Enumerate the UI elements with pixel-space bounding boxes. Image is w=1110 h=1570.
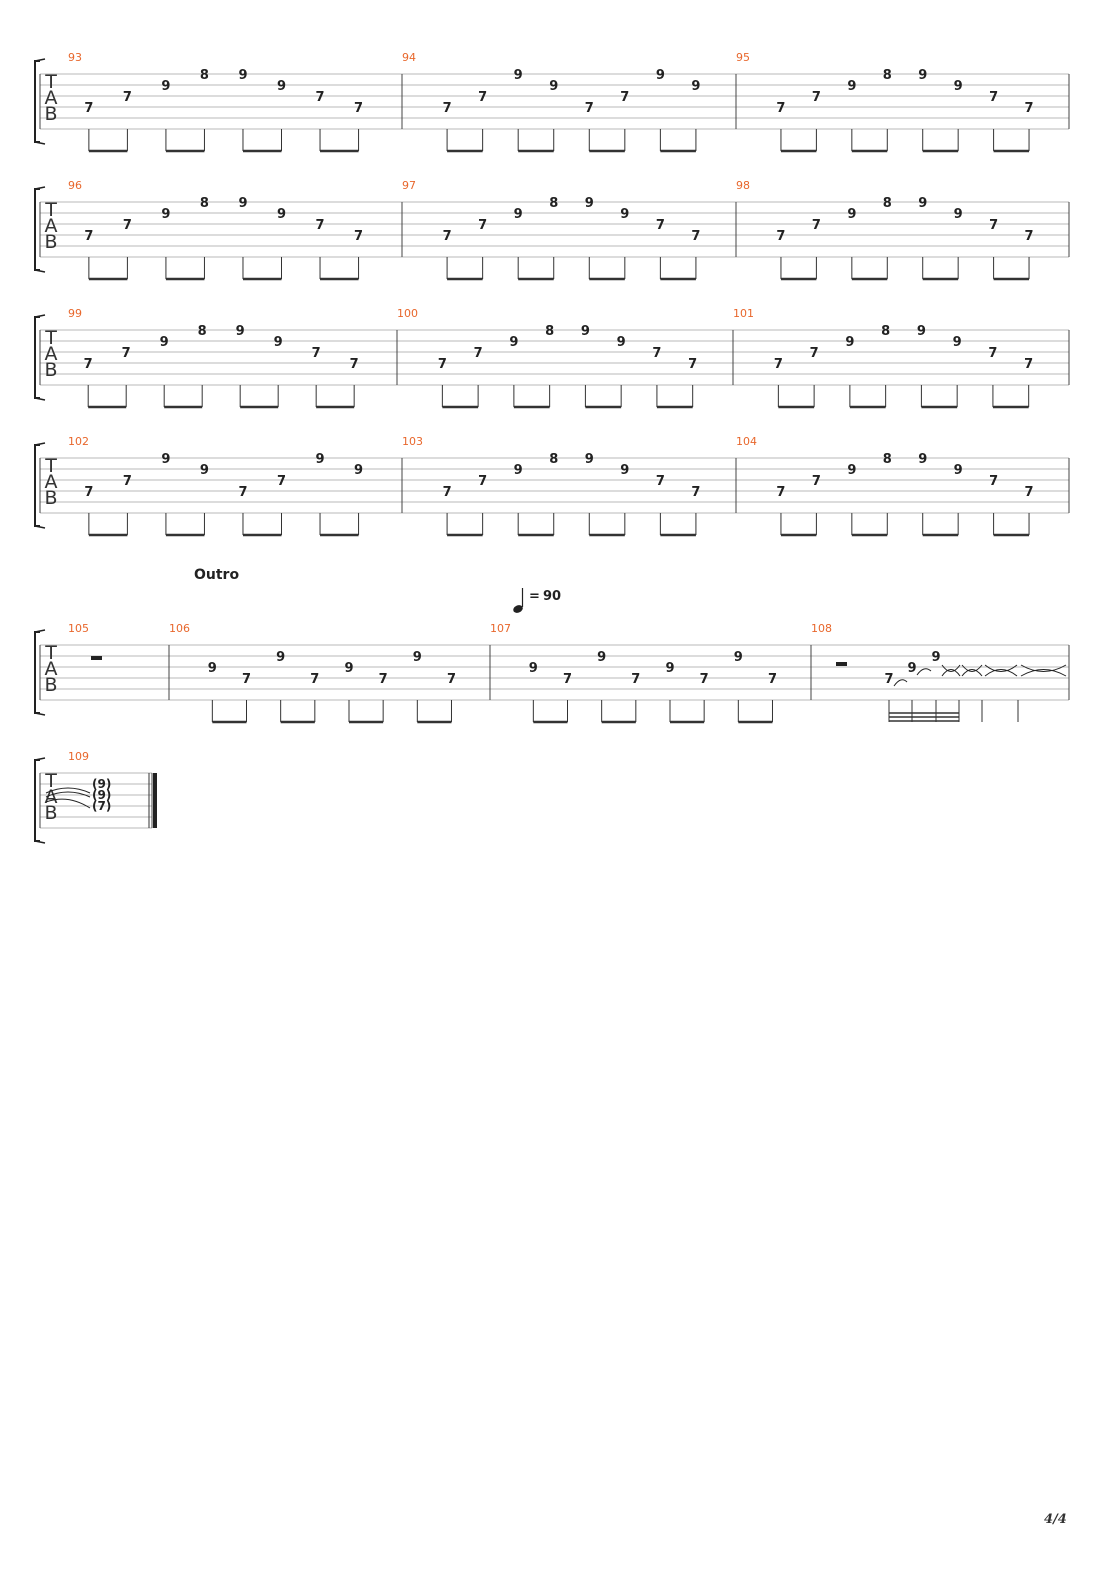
tab-clef-letter: T	[45, 770, 57, 792]
fret-number: 9	[665, 661, 675, 676]
measure-101	[733, 307, 1033, 407]
tab-clef-letter: A	[44, 658, 58, 680]
measure-number: 98	[736, 179, 750, 192]
measure-number: 97	[402, 179, 416, 192]
bracket-hook-bottom	[35, 841, 45, 843]
fret-number: 7	[354, 229, 364, 244]
measure-number: 105	[68, 622, 89, 635]
let-ring-tie	[985, 665, 1017, 672]
fret-number: 8	[882, 196, 892, 211]
fret-number: 7	[122, 218, 132, 233]
fret-number: 7	[238, 485, 248, 500]
fret-number: 9	[199, 463, 209, 478]
fret-number: 7	[989, 474, 999, 489]
tab-system-4	[35, 435, 1069, 535]
bracket-hook-bottom	[35, 713, 45, 715]
fret-number: 7	[83, 357, 93, 372]
fret-number: 7	[315, 218, 325, 233]
let-ring-tie	[1021, 670, 1066, 677]
fret-number: 9	[513, 207, 523, 222]
fret-number: 9	[276, 650, 286, 665]
fret-number: 7	[1024, 485, 1034, 500]
fret-number: 7	[473, 346, 483, 361]
fret-number: 9	[580, 324, 590, 339]
bracket-hook-top	[35, 315, 45, 317]
fret-number: 7	[442, 229, 452, 244]
fret-number: 9	[276, 207, 287, 222]
tab-system-6	[35, 750, 157, 843]
fret-number: 7	[437, 357, 447, 372]
measure-107	[490, 622, 777, 722]
fret-number: 7	[988, 346, 998, 361]
fret-number: 7	[655, 218, 665, 233]
fret-number: 7	[478, 474, 488, 489]
let-ring-tie	[942, 670, 960, 677]
tie-arc	[894, 680, 907, 686]
fret-number: 9	[513, 68, 523, 83]
fret-number: 7	[442, 101, 452, 116]
fret-number: 7	[1024, 101, 1034, 116]
measure-102	[68, 435, 363, 535]
measure-number: 94	[402, 51, 416, 64]
fret-number: 9	[509, 335, 519, 350]
measure-number: 96	[68, 179, 82, 192]
fret-number: 8	[197, 324, 207, 339]
measure-106	[169, 622, 456, 722]
tab-clef-letter: B	[44, 487, 58, 509]
fret-number: 7	[349, 357, 359, 372]
fret-number: 7	[767, 672, 778, 687]
fret-number: 8	[549, 452, 559, 467]
tempo-bpm: 90	[543, 589, 562, 604]
fret-number: 7	[655, 474, 665, 489]
measure-number: 102	[68, 435, 89, 448]
fret-number: 7	[776, 229, 786, 244]
tab-clef-letter: T	[45, 455, 57, 477]
fret-number: 7	[310, 672, 320, 687]
measure-number: 107	[490, 622, 511, 635]
chord-fret: (7)	[92, 799, 112, 813]
measure-95	[736, 51, 1034, 151]
tab-clef-letter: T	[45, 642, 57, 664]
fret-number: 9	[953, 463, 963, 478]
fret-number: 9	[412, 650, 422, 665]
tab-clef-letter: A	[44, 786, 58, 808]
fret-number: 7	[811, 90, 821, 105]
fret-number: 9	[953, 207, 963, 222]
tab-clef-letter: B	[44, 674, 58, 696]
measure-number: 99	[68, 307, 82, 320]
fret-number: 9	[273, 335, 283, 350]
fret-number: 7	[315, 90, 325, 105]
quarter-note-icon	[512, 588, 524, 614]
measure-number: 100	[397, 307, 418, 320]
fret-number: 7	[884, 672, 894, 687]
tab-clef-letter: A	[44, 343, 58, 365]
fret-number: 9	[953, 79, 963, 94]
measure-104	[736, 435, 1034, 535]
fret-number: 7	[989, 90, 999, 105]
fret-number: 9	[845, 335, 855, 350]
fret-number: 9	[159, 335, 169, 350]
bracket-hook-bottom	[35, 270, 45, 272]
fret-number: 7	[121, 346, 131, 361]
fret-number: 7	[773, 357, 783, 372]
half-rest	[836, 662, 847, 666]
bracket-hook-bottom	[35, 526, 45, 528]
fret-number: 7	[84, 101, 94, 116]
tab-systems	[35, 51, 1069, 843]
fret-number: 9	[238, 68, 248, 83]
fret-number: 7	[631, 672, 641, 687]
fret-number: 7	[652, 346, 662, 361]
fret-number: 7	[688, 357, 698, 372]
fret-number: 8	[199, 196, 209, 211]
measure-105	[68, 622, 102, 660]
system-bracket	[35, 632, 40, 713]
fret-number: 7	[584, 101, 594, 116]
tab-clef-letter: B	[44, 103, 58, 125]
fret-number: 7	[1024, 229, 1034, 244]
fret-number: 7	[1024, 357, 1034, 372]
fret-number: 9	[235, 324, 245, 339]
fret-number: 9	[620, 207, 630, 222]
tie-arc	[917, 669, 931, 675]
fret-number: 8	[199, 68, 209, 83]
fret-number: 9	[918, 196, 928, 211]
fret-number: 7	[811, 218, 821, 233]
tab-clef-letter: B	[44, 231, 58, 253]
bracket-hook-top	[35, 59, 45, 61]
fret-number: 7	[122, 474, 132, 489]
fret-number: 7	[378, 672, 388, 687]
fret-number: 7	[311, 346, 321, 361]
measure-93	[68, 51, 363, 151]
let-ring-tie	[962, 670, 982, 677]
measure-number: 103	[402, 435, 423, 448]
fret-number: 9	[238, 196, 248, 211]
system-bracket	[35, 445, 40, 526]
fret-number: 9	[733, 650, 743, 665]
fret-number: 9	[616, 335, 626, 350]
fret-number: 9	[584, 196, 594, 211]
fret-number: 9	[847, 207, 857, 222]
fret-number: 7	[442, 485, 452, 500]
fret-number: 9	[549, 79, 559, 94]
system-bracket	[35, 760, 40, 841]
fret-number: 7	[84, 229, 94, 244]
fret-number: 7	[84, 485, 94, 500]
bracket-hook-top	[35, 443, 45, 445]
measure-108	[811, 622, 1066, 722]
fret-number: 7	[691, 229, 701, 244]
measure-number: 104	[736, 435, 757, 448]
measure-109	[46, 750, 157, 828]
tab-system-3	[35, 307, 1069, 407]
fret-number: 9	[161, 452, 171, 467]
tab-clef-letter: A	[44, 215, 58, 237]
fret-number: 7	[699, 672, 709, 687]
fret-number: 7	[446, 672, 457, 687]
tempo-equals: =	[529, 589, 540, 604]
fret-number: 7	[354, 101, 364, 116]
measure-number: 108	[811, 622, 832, 635]
let-ring-tie	[1021, 665, 1066, 672]
fret-number: 7	[989, 218, 999, 233]
fret-number: 9	[620, 463, 630, 478]
measure-99	[68, 307, 359, 407]
fret-number: 8	[549, 196, 559, 211]
fret-number: 9	[315, 452, 325, 467]
measure-number: 109	[68, 750, 89, 763]
bracket-hook-bottom	[35, 398, 45, 400]
measure-number: 106	[169, 622, 190, 635]
fret-number: 8	[545, 324, 555, 339]
measure-94	[402, 51, 700, 151]
section-label-outro: Outro	[194, 567, 240, 583]
fret-number: 7	[809, 346, 819, 361]
fret-number: 9	[354, 463, 364, 478]
system-bracket	[35, 61, 40, 142]
fret-number: 9	[276, 79, 287, 94]
system-bracket	[35, 189, 40, 270]
let-ring-tie	[985, 670, 1017, 677]
chord-fret: (9)	[92, 788, 112, 802]
tab-clef-letter: T	[45, 327, 57, 349]
final-barline-thick	[153, 773, 157, 828]
tab-clef-letter: B	[44, 802, 58, 824]
tab-clef-letter: T	[45, 199, 57, 221]
fret-number: 7	[776, 101, 786, 116]
tab-clef-letter: A	[44, 87, 58, 109]
tab-system-2	[35, 179, 1069, 279]
fret-number: 9	[918, 452, 928, 467]
fret-number: 7	[776, 485, 786, 500]
measure-98	[736, 179, 1034, 279]
measure-number: 93	[68, 51, 82, 64]
fret-number: 9	[691, 79, 701, 94]
fret-number: 8	[882, 68, 892, 83]
fret-number: 7	[562, 672, 573, 687]
fret-number: 9	[161, 207, 171, 222]
fret-number: 7	[276, 474, 287, 489]
tab-system-1	[35, 51, 1069, 151]
chord-fret: (9)	[92, 777, 112, 791]
page-number: 4/4	[1044, 1512, 1067, 1527]
fret-number: 9	[952, 335, 962, 350]
fret-number: 9	[655, 68, 665, 83]
fret-number: 9	[847, 463, 857, 478]
measure-103	[402, 435, 700, 535]
fret-number: 9	[344, 661, 354, 676]
measure-number: 101	[733, 307, 754, 320]
fret-number: 9	[597, 650, 607, 665]
tab-clef-letter: A	[44, 471, 58, 493]
let-ring-tie	[942, 665, 960, 672]
bracket-hook-top	[35, 630, 45, 632]
measure-97	[402, 179, 700, 279]
fret-number: 9	[207, 661, 217, 676]
fret-number: 9	[161, 79, 171, 94]
system-bracket	[35, 317, 40, 398]
fret-number: 9	[931, 650, 941, 665]
fret-number: 9	[847, 79, 857, 94]
fret-number: 7	[691, 485, 701, 500]
half-rest	[91, 656, 102, 660]
tab-clef-letter: B	[44, 359, 58, 381]
measure-96	[68, 179, 363, 279]
fret-number: 7	[811, 474, 821, 489]
fret-number: 9	[918, 68, 928, 83]
fret-number: 7	[478, 218, 488, 233]
fret-number: 9	[916, 324, 926, 339]
bracket-hook-bottom	[35, 142, 45, 144]
fret-number: 8	[882, 452, 892, 467]
let-ring-tie	[962, 665, 982, 672]
fret-number: 7	[478, 90, 488, 105]
fret-number: 9	[528, 661, 538, 676]
fret-number: 9	[907, 661, 917, 676]
tab-clef-letter: T	[45, 71, 57, 93]
fret-number: 7	[241, 672, 252, 687]
bracket-hook-top	[35, 187, 45, 189]
tempo-marking	[512, 588, 561, 614]
measure-100	[397, 307, 697, 407]
measure-number: 95	[736, 51, 750, 64]
bracket-hook-top	[35, 758, 45, 760]
fret-number: 7	[620, 90, 630, 105]
tab-system-5	[35, 622, 1069, 722]
fret-number: 9	[513, 463, 523, 478]
fret-number: 9	[584, 452, 594, 467]
fret-number: 8	[881, 324, 891, 339]
fret-number: 7	[122, 90, 132, 105]
